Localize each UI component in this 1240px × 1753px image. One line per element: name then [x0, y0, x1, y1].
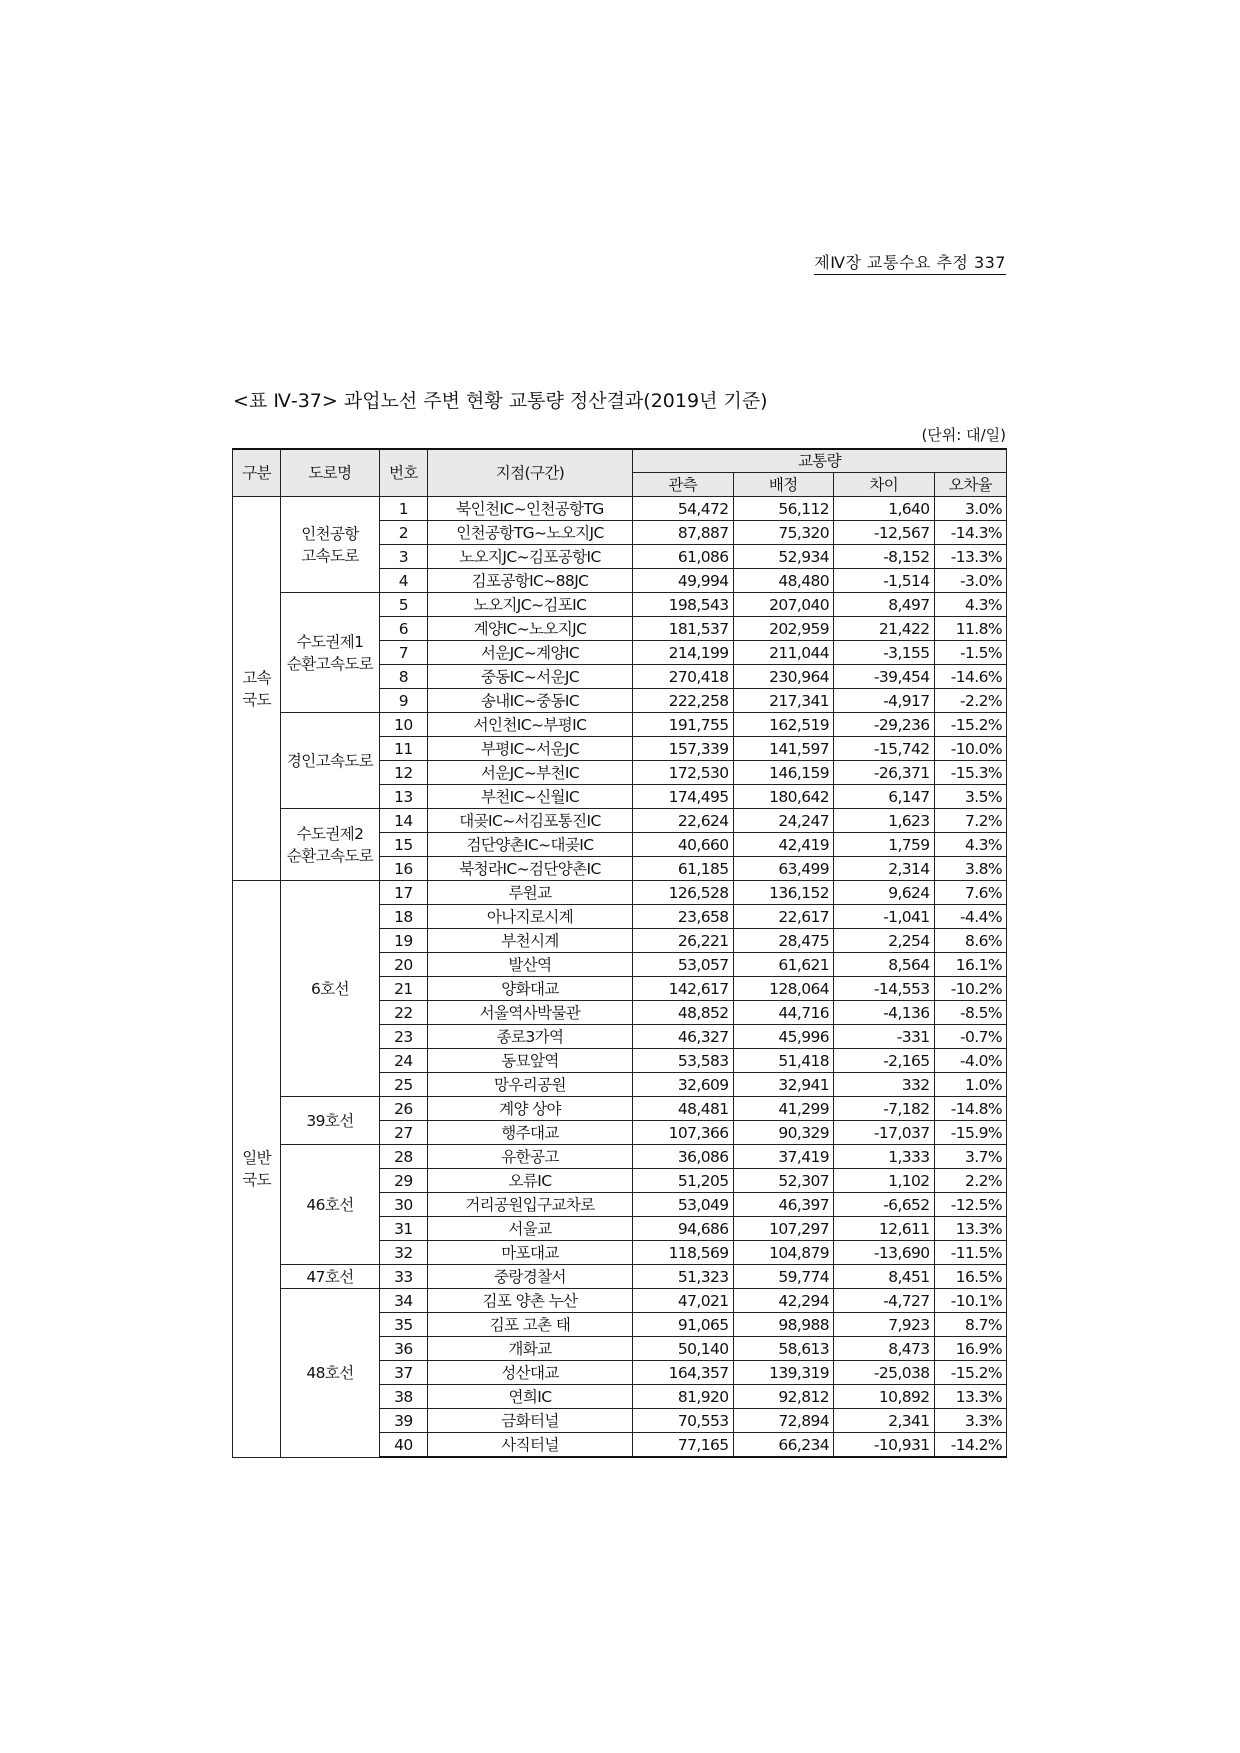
observed-cell: 270,418 [633, 665, 734, 689]
observed-cell: 174,495 [633, 785, 734, 809]
difference-cell: -1,514 [834, 569, 935, 593]
error-rate-cell: 3.0% [934, 497, 1006, 521]
error-rate-cell: -10.1% [934, 1289, 1006, 1313]
location-cell: 금화터널 [427, 1409, 632, 1433]
number-cell: 37 [379, 1361, 427, 1385]
observed-cell: 198,543 [633, 593, 734, 617]
table-row [233, 1145, 1007, 1169]
error-rate-cell: 16.1% [934, 953, 1006, 977]
error-rate-cell: 1.0% [934, 1073, 1006, 1097]
assigned-cell: 41,299 [733, 1097, 834, 1121]
location-cell: 발산역 [427, 953, 632, 977]
road-name-cell: 수도권제1 순환고속도로 [281, 593, 380, 713]
location-cell: 사직터널 [427, 1433, 632, 1458]
location-cell: 아나지로시계 [427, 905, 632, 929]
running-header [0, 250, 1006, 276]
assigned-cell: 37,419 [733, 1145, 834, 1169]
header-observed: 관측 [633, 473, 734, 497]
assigned-cell: 146,159 [733, 761, 834, 785]
difference-cell: 1,333 [834, 1145, 935, 1169]
location-cell: 루원교 [427, 881, 632, 905]
observed-cell: 222,258 [633, 689, 734, 713]
assigned-cell: 52,934 [733, 545, 834, 569]
road-name-cell: 인천공항 고속도로 [281, 497, 380, 593]
error-rate-cell: 8.7% [934, 1313, 1006, 1337]
number-cell: 18 [379, 905, 427, 929]
observed-cell: 77,165 [633, 1433, 734, 1458]
location-cell: 노오지JC~김포공항IC [427, 545, 632, 569]
observed-cell: 32,609 [633, 1073, 734, 1097]
running-header-text: 제Ⅳ장 교통수요 추정 337 [814, 253, 1006, 275]
location-cell: 연희IC [427, 1385, 632, 1409]
number-cell: 15 [379, 833, 427, 857]
location-cell: 행주대교 [427, 1121, 632, 1145]
observed-cell: 87,887 [633, 521, 734, 545]
difference-cell: -39,454 [834, 665, 935, 689]
number-cell: 9 [379, 689, 427, 713]
error-rate-cell: -4.0% [934, 1049, 1006, 1073]
number-cell: 21 [379, 977, 427, 1001]
number-cell: 22 [379, 1001, 427, 1025]
error-rate-cell: -14.2% [934, 1433, 1006, 1458]
assigned-cell: 45,996 [733, 1025, 834, 1049]
observed-cell: 46,327 [633, 1025, 734, 1049]
location-cell: 노오지JC~김포IC [427, 593, 632, 617]
number-cell: 7 [379, 641, 427, 665]
difference-cell: -1,041 [834, 905, 935, 929]
error-rate-cell: -10.2% [934, 977, 1006, 1001]
number-cell: 40 [379, 1433, 427, 1458]
assigned-cell: 59,774 [733, 1265, 834, 1289]
table-row [233, 881, 1007, 905]
location-cell: 북청라IC~검단양촌IC [427, 857, 632, 881]
location-cell: 서인천IC~부평IC [427, 713, 632, 737]
difference-cell: -331 [834, 1025, 935, 1049]
header-difference: 차이 [834, 473, 935, 497]
error-rate-cell: 13.3% [934, 1217, 1006, 1241]
error-rate-cell: -14.3% [934, 521, 1006, 545]
error-rate-cell: 4.3% [934, 833, 1006, 857]
location-cell: 대곶IC~서김포통진IC [427, 809, 632, 833]
road-name-cell: 6호선 [281, 881, 380, 1097]
table-row [233, 593, 1007, 617]
difference-cell: 6,147 [834, 785, 935, 809]
difference-cell: -4,136 [834, 1001, 935, 1025]
road-name-cell: 39호선 [281, 1097, 380, 1145]
location-cell: 서울교 [427, 1217, 632, 1241]
location-cell: 부천IC~신월IC [427, 785, 632, 809]
number-cell: 24 [379, 1049, 427, 1073]
observed-cell: 94,686 [633, 1217, 734, 1241]
location-cell: 인천공항TG~노오지JC [427, 521, 632, 545]
assigned-cell: 217,341 [733, 689, 834, 713]
location-cell: 김포공항IC~88JC [427, 569, 632, 593]
difference-cell: 8,451 [834, 1265, 935, 1289]
assigned-cell: 75,320 [733, 521, 834, 545]
error-rate-cell: -15.9% [934, 1121, 1006, 1145]
observed-cell: 191,755 [633, 713, 734, 737]
difference-cell: -26,371 [834, 761, 935, 785]
difference-cell: 8,497 [834, 593, 935, 617]
number-cell: 39 [379, 1409, 427, 1433]
header-location: 지점(구간) [427, 449, 632, 497]
number-cell: 20 [379, 953, 427, 977]
assigned-cell: 92,812 [733, 1385, 834, 1409]
number-cell: 23 [379, 1025, 427, 1049]
difference-cell: -25,038 [834, 1361, 935, 1385]
assigned-cell: 46,397 [733, 1193, 834, 1217]
difference-cell: -10,931 [834, 1433, 935, 1458]
error-rate-cell: 7.6% [934, 881, 1006, 905]
difference-cell: 8,473 [834, 1337, 935, 1361]
difference-cell: -15,742 [834, 737, 935, 761]
road-name-cell: 47호선 [281, 1265, 380, 1289]
error-rate-cell: -12.5% [934, 1193, 1006, 1217]
assigned-cell: 207,040 [733, 593, 834, 617]
assigned-cell: 98,988 [733, 1313, 834, 1337]
difference-cell: 8,564 [834, 953, 935, 977]
assigned-cell: 48,480 [733, 569, 834, 593]
difference-cell: 1,102 [834, 1169, 935, 1193]
number-cell: 8 [379, 665, 427, 689]
number-cell: 32 [379, 1241, 427, 1265]
location-cell: 서울역사박물관 [427, 1001, 632, 1025]
location-cell: 부평IC~서운JC [427, 737, 632, 761]
number-cell: 35 [379, 1313, 427, 1337]
table-body [233, 497, 1007, 1458]
number-cell: 28 [379, 1145, 427, 1169]
header-traffic: 교통량 [633, 449, 1007, 473]
observed-cell: 126,528 [633, 881, 734, 905]
assigned-cell: 107,297 [733, 1217, 834, 1241]
location-cell: 종로3가역 [427, 1025, 632, 1049]
location-cell: 송내IC~중동IC [427, 689, 632, 713]
assigned-cell: 58,613 [733, 1337, 834, 1361]
group-cell: 일반 국도 [233, 881, 281, 1458]
table-row [233, 1289, 1007, 1313]
location-cell: 유한공고 [427, 1145, 632, 1169]
location-cell: 거리공원입구교차로 [427, 1193, 632, 1217]
assigned-cell: 141,597 [733, 737, 834, 761]
error-rate-cell: -15.2% [934, 1361, 1006, 1385]
observed-cell: 51,323 [633, 1265, 734, 1289]
road-name-cell: 경인고속도로 [281, 713, 380, 809]
location-cell: 김포 양촌 누산 [427, 1289, 632, 1313]
location-cell: 동묘앞역 [427, 1049, 632, 1073]
difference-cell: -4,727 [834, 1289, 935, 1313]
observed-cell: 91,065 [633, 1313, 734, 1337]
error-rate-cell: -15.2% [934, 713, 1006, 737]
header-error-rate: 오차율 [934, 473, 1006, 497]
difference-cell: 7,923 [834, 1313, 935, 1337]
difference-cell: 1,640 [834, 497, 935, 521]
difference-cell: 9,624 [834, 881, 935, 905]
observed-cell: 48,852 [633, 1001, 734, 1025]
number-cell: 36 [379, 1337, 427, 1361]
header-number: 번호 [379, 449, 427, 497]
location-cell: 계양IC~노오지JC [427, 617, 632, 641]
error-rate-cell: 3.5% [934, 785, 1006, 809]
number-cell: 31 [379, 1217, 427, 1241]
table-row [233, 1097, 1007, 1121]
number-cell: 30 [379, 1193, 427, 1217]
assigned-cell: 139,319 [733, 1361, 834, 1385]
location-cell: 계양 상야 [427, 1097, 632, 1121]
error-rate-cell: 11.8% [934, 617, 1006, 641]
error-rate-cell: -8.5% [934, 1001, 1006, 1025]
observed-cell: 181,537 [633, 617, 734, 641]
error-rate-cell: -3.0% [934, 569, 1006, 593]
observed-cell: 53,583 [633, 1049, 734, 1073]
number-cell: 1 [379, 497, 427, 521]
location-cell: 서운JC~계양IC [427, 641, 632, 665]
location-cell: 중동IC~서운JC [427, 665, 632, 689]
header-assigned: 배정 [733, 473, 834, 497]
observed-cell: 53,057 [633, 953, 734, 977]
assigned-cell: 22,617 [733, 905, 834, 929]
observed-cell: 47,021 [633, 1289, 734, 1313]
error-rate-cell: -11.5% [934, 1241, 1006, 1265]
observed-cell: 49,994 [633, 569, 734, 593]
difference-cell: 332 [834, 1073, 935, 1097]
error-rate-cell: -14.8% [934, 1097, 1006, 1121]
number-cell: 25 [379, 1073, 427, 1097]
observed-cell: 142,617 [633, 977, 734, 1001]
assigned-cell: 230,964 [733, 665, 834, 689]
difference-cell: 21,422 [834, 617, 935, 641]
error-rate-cell: -2.2% [934, 689, 1006, 713]
error-rate-cell: 13.3% [934, 1385, 1006, 1409]
error-rate-cell: -4.4% [934, 905, 1006, 929]
location-cell: 개화교 [427, 1337, 632, 1361]
observed-cell: 118,569 [633, 1241, 734, 1265]
observed-cell: 61,185 [633, 857, 734, 881]
error-rate-cell: 16.9% [934, 1337, 1006, 1361]
assigned-cell: 61,621 [733, 953, 834, 977]
assigned-cell: 90,329 [733, 1121, 834, 1145]
assigned-cell: 28,475 [733, 929, 834, 953]
assigned-cell: 32,941 [733, 1073, 834, 1097]
error-rate-cell: -14.6% [934, 665, 1006, 689]
header-road: 도로명 [281, 449, 380, 497]
difference-cell: -3,155 [834, 641, 935, 665]
difference-cell: 12,611 [834, 1217, 935, 1241]
location-cell: 검단양촌IC~대곶IC [427, 833, 632, 857]
assigned-cell: 24,247 [733, 809, 834, 833]
observed-cell: 157,339 [633, 737, 734, 761]
assigned-cell: 72,894 [733, 1409, 834, 1433]
observed-cell: 61,086 [633, 545, 734, 569]
number-cell: 13 [379, 785, 427, 809]
observed-cell: 51,205 [633, 1169, 734, 1193]
assigned-cell: 162,519 [733, 713, 834, 737]
number-cell: 2 [379, 521, 427, 545]
observed-cell: 22,624 [633, 809, 734, 833]
number-cell: 6 [379, 617, 427, 641]
error-rate-cell: -1.5% [934, 641, 1006, 665]
table-row [233, 497, 1007, 521]
difference-cell: 2,341 [834, 1409, 935, 1433]
assigned-cell: 52,307 [733, 1169, 834, 1193]
difference-cell: 2,254 [834, 929, 935, 953]
observed-cell: 54,472 [633, 497, 734, 521]
location-cell: 망우리공원 [427, 1073, 632, 1097]
error-rate-cell: 2.2% [934, 1169, 1006, 1193]
header-group: 구분 [233, 449, 281, 497]
observed-cell: 81,920 [633, 1385, 734, 1409]
table-row [233, 713, 1007, 737]
location-cell: 김포 고촌 태 [427, 1313, 632, 1337]
number-cell: 3 [379, 545, 427, 569]
number-cell: 33 [379, 1265, 427, 1289]
location-cell: 중랑경찰서 [427, 1265, 632, 1289]
error-rate-cell: 3.3% [934, 1409, 1006, 1433]
table-row [233, 1265, 1007, 1289]
number-cell: 17 [379, 881, 427, 905]
error-rate-cell: 3.7% [934, 1145, 1006, 1169]
observed-cell: 26,221 [633, 929, 734, 953]
unit-label: (단위: 대/일) [921, 426, 1006, 444]
number-cell: 34 [379, 1289, 427, 1313]
observed-cell: 36,086 [633, 1145, 734, 1169]
number-cell: 38 [379, 1385, 427, 1409]
difference-cell: -13,690 [834, 1241, 935, 1265]
observed-cell: 70,553 [633, 1409, 734, 1433]
difference-cell: 10,892 [834, 1385, 935, 1409]
observed-cell: 40,660 [633, 833, 734, 857]
error-rate-cell: 8.6% [934, 929, 1006, 953]
number-cell: 19 [379, 929, 427, 953]
table-row [233, 809, 1007, 833]
difference-cell: -29,236 [834, 713, 935, 737]
assigned-cell: 180,642 [733, 785, 834, 809]
difference-cell: -7,182 [834, 1097, 935, 1121]
assigned-cell: 202,959 [733, 617, 834, 641]
location-cell: 오류IC [427, 1169, 632, 1193]
location-cell: 양화대교 [427, 977, 632, 1001]
observed-cell: 107,366 [633, 1121, 734, 1145]
road-name-cell: 48호선 [281, 1289, 380, 1458]
traffic-table [232, 448, 1007, 1458]
observed-cell: 53,049 [633, 1193, 734, 1217]
location-cell: 성산대교 [427, 1361, 632, 1385]
observed-cell: 164,357 [633, 1361, 734, 1385]
location-cell: 마포대교 [427, 1241, 632, 1265]
assigned-cell: 42,419 [733, 833, 834, 857]
assigned-cell: 66,234 [733, 1433, 834, 1458]
number-cell: 11 [379, 737, 427, 761]
assigned-cell: 128,064 [733, 977, 834, 1001]
group-cell: 고속 국도 [233, 497, 281, 881]
number-cell: 27 [379, 1121, 427, 1145]
location-cell: 북인천IC~인천공항TG [427, 497, 632, 521]
road-name-cell: 46호선 [281, 1145, 380, 1265]
observed-cell: 48,481 [633, 1097, 734, 1121]
error-rate-cell: 3.8% [934, 857, 1006, 881]
assigned-cell: 44,716 [733, 1001, 834, 1025]
location-cell: 부천시계 [427, 929, 632, 953]
error-rate-cell: -10.0% [934, 737, 1006, 761]
assigned-cell: 104,879 [733, 1241, 834, 1265]
observed-cell: 23,658 [633, 905, 734, 929]
error-rate-cell: -13.3% [934, 545, 1006, 569]
difference-cell: -12,567 [834, 521, 935, 545]
number-cell: 10 [379, 713, 427, 737]
number-cell: 26 [379, 1097, 427, 1121]
assigned-cell: 51,418 [733, 1049, 834, 1073]
observed-cell: 214,199 [633, 641, 734, 665]
header-row-1 [233, 449, 1007, 473]
difference-cell: -6,652 [834, 1193, 935, 1217]
number-cell: 14 [379, 809, 427, 833]
number-cell: 5 [379, 593, 427, 617]
difference-cell: -8,152 [834, 545, 935, 569]
number-cell: 16 [379, 857, 427, 881]
number-cell: 12 [379, 761, 427, 785]
difference-cell: 1,759 [834, 833, 935, 857]
number-cell: 4 [379, 569, 427, 593]
table-caption: <표 Ⅳ-37> 과업노선 주변 현황 교통량 정산결과(2019년 기준) [233, 390, 768, 412]
difference-cell: 2,314 [834, 857, 935, 881]
road-name-cell: 수도권제2 순환고속도로 [281, 809, 380, 881]
error-rate-cell: -15.3% [934, 761, 1006, 785]
assigned-cell: 56,112 [733, 497, 834, 521]
number-cell: 29 [379, 1169, 427, 1193]
assigned-cell: 42,294 [733, 1289, 834, 1313]
error-rate-cell: -0.7% [934, 1025, 1006, 1049]
error-rate-cell: 16.5% [934, 1265, 1006, 1289]
difference-cell: -4,917 [834, 689, 935, 713]
difference-cell: -14,553 [834, 977, 935, 1001]
difference-cell: 1,623 [834, 809, 935, 833]
assigned-cell: 136,152 [733, 881, 834, 905]
difference-cell: -2,165 [834, 1049, 935, 1073]
difference-cell: -17,037 [834, 1121, 935, 1145]
error-rate-cell: 4.3% [934, 593, 1006, 617]
observed-cell: 50,140 [633, 1337, 734, 1361]
location-cell: 서운JC~부천IC [427, 761, 632, 785]
error-rate-cell: 7.2% [934, 809, 1006, 833]
observed-cell: 172,530 [633, 761, 734, 785]
assigned-cell: 211,044 [733, 641, 834, 665]
assigned-cell: 63,499 [733, 857, 834, 881]
